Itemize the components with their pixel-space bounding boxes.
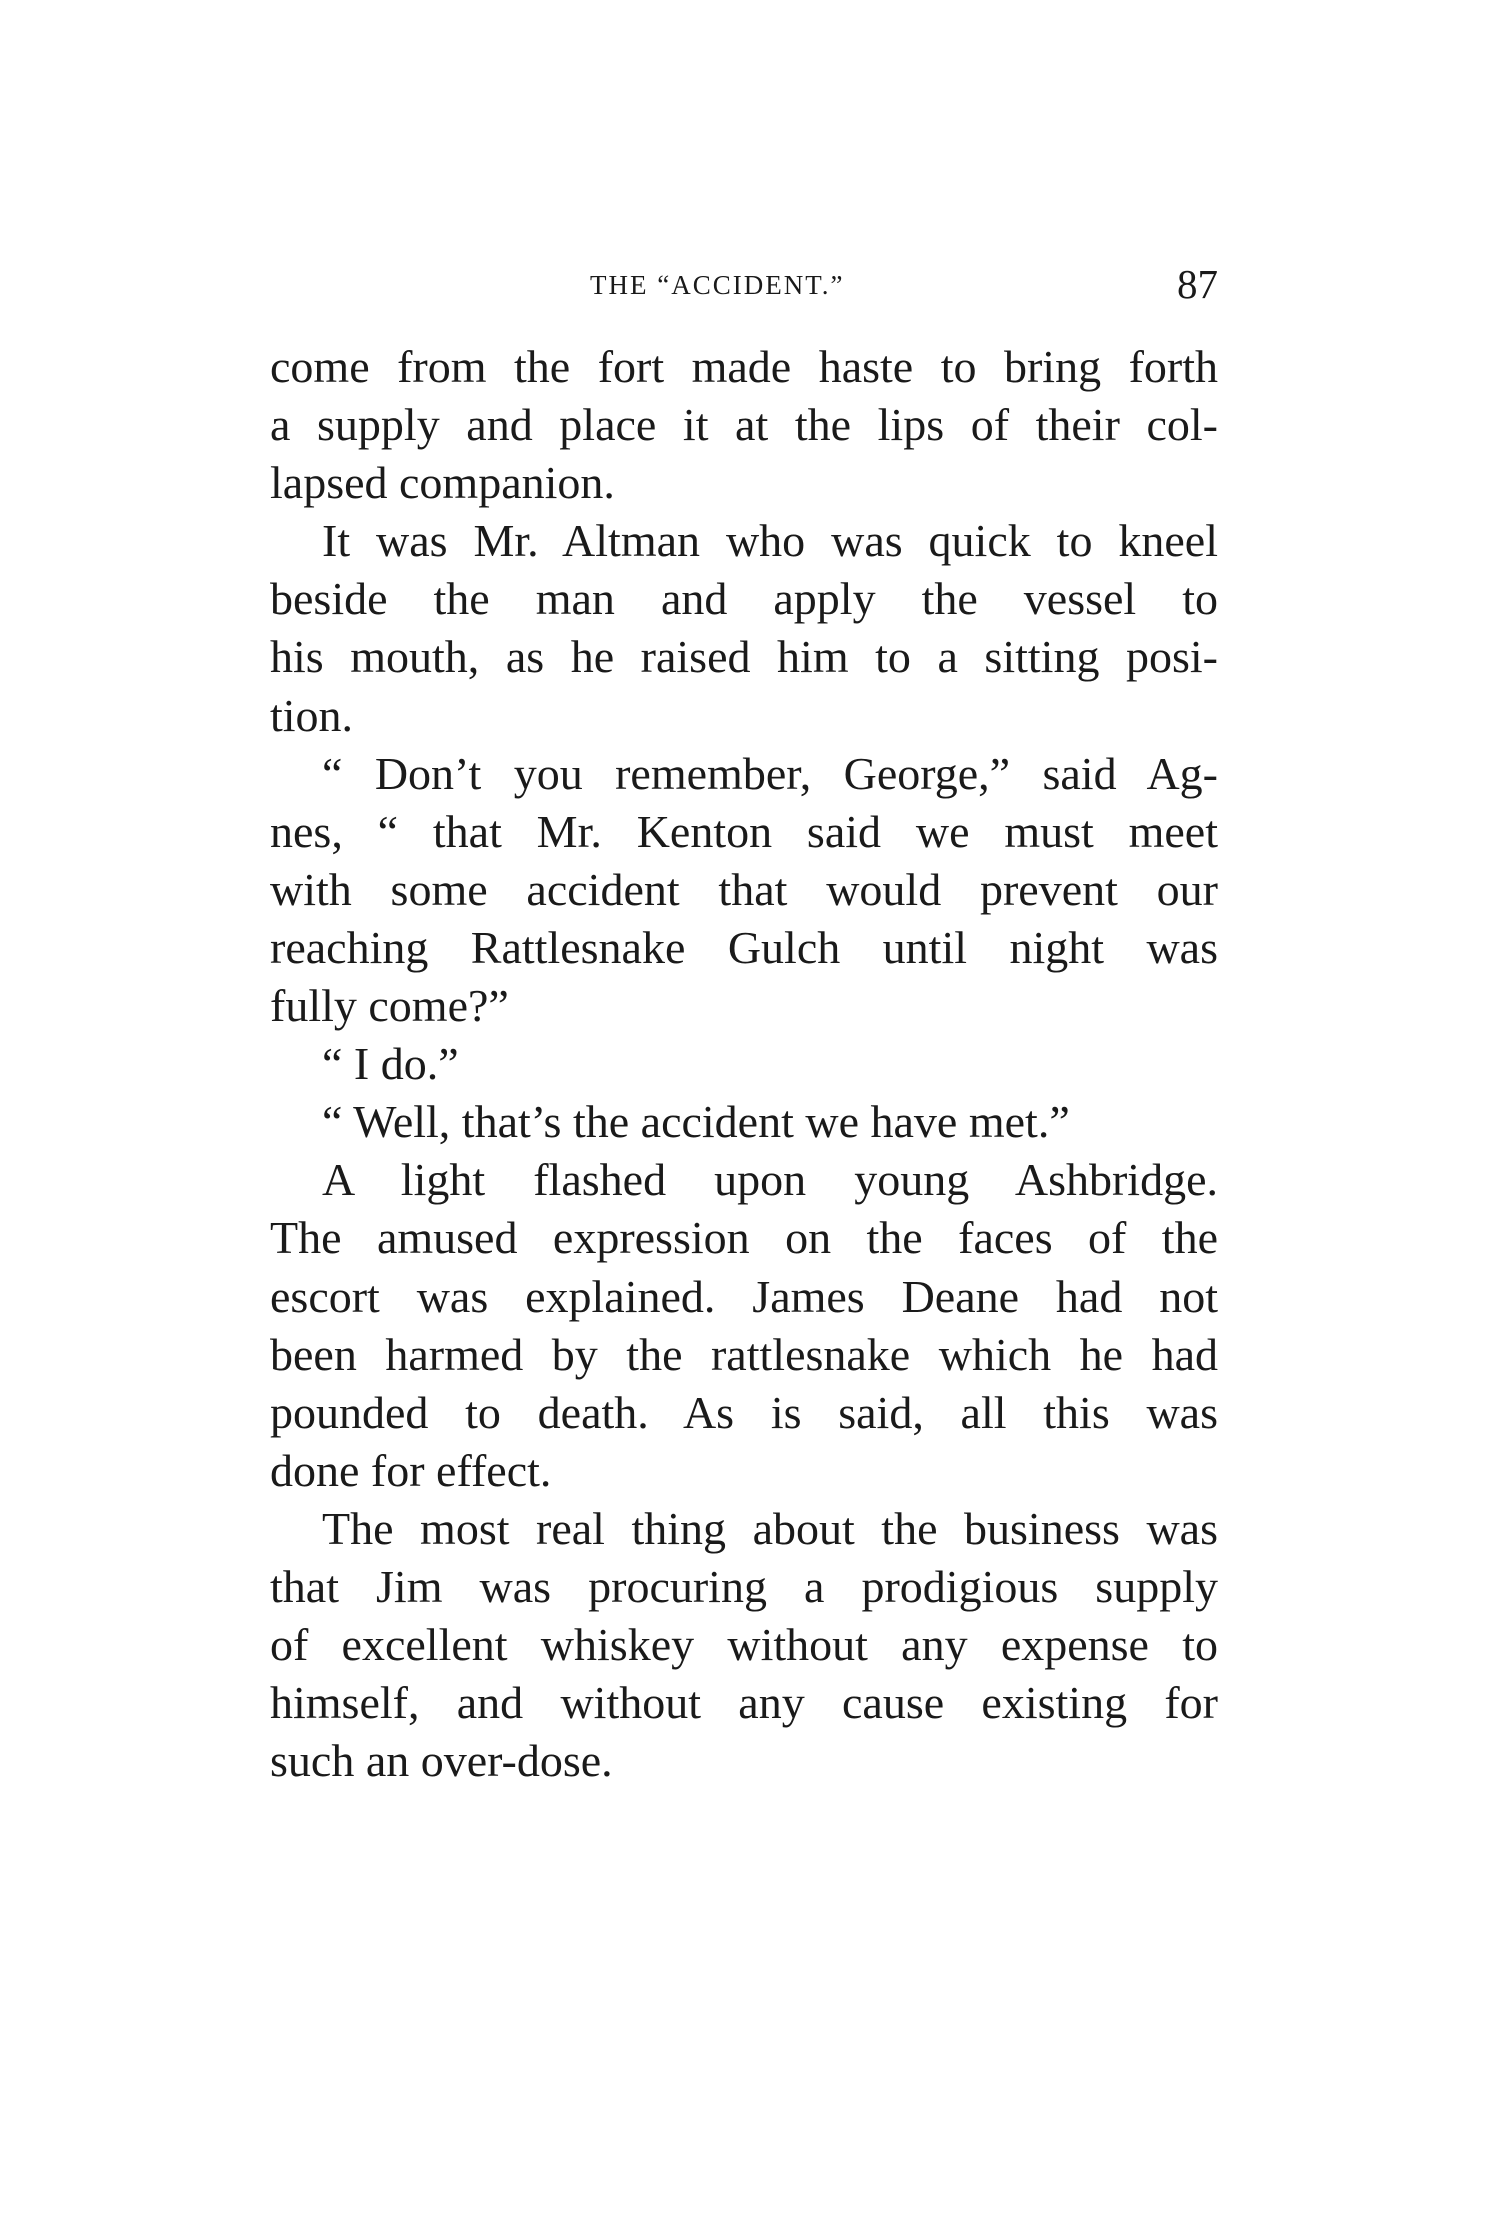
text-line: “ Well, that’s the accident we have met.” — [322, 1096, 1070, 1148]
text-line: “ I do.” — [322, 1038, 459, 1090]
page-number: 87 — [1177, 261, 1218, 307]
text-line: reaching Rattlesnake Gulch until night was — [270, 921, 1218, 973]
text-line: done for effect. — [270, 1444, 552, 1496]
text-line: “ Don’t you remember, George,” said Ag- — [322, 747, 1218, 799]
text-line: The most real thing about the business was — [322, 1502, 1218, 1554]
text-line: It was Mr. Altman who was quick to kneel — [322, 515, 1218, 567]
text-line: A light flashed upon young Ashbridge. — [322, 1154, 1218, 1206]
body-text — [270, 338, 1218, 1790]
text-line: fully come?” — [270, 980, 509, 1032]
text-line: lapsed companion. — [270, 457, 615, 509]
text-line: his mouth, as he raised him to a sitting posi- — [270, 631, 1218, 683]
text-line: a supply and place it at the lips of their col- — [270, 399, 1218, 451]
text-line: of excellent whiskey without any expense to — [270, 1619, 1218, 1671]
text-line: that Jim was procuring a prodigious supply — [270, 1560, 1218, 1612]
text-line: escort was explained. James Deane had not — [270, 1270, 1218, 1322]
text-line: such an over-dose. — [270, 1735, 613, 1787]
text-line: tion. — [270, 689, 354, 741]
text-line: nes, “ that Mr. Kenton said we must meet — [270, 805, 1218, 857]
text-line: The amused expression on the faces of the — [270, 1212, 1218, 1264]
running-head — [270, 260, 1218, 320]
running-title: THE “ACCIDENT.” — [590, 270, 845, 300]
text-line: pounded to death. As is said, all this was — [270, 1386, 1218, 1438]
text-line: beside the man and apply the vessel to — [270, 573, 1218, 625]
text-line: been harmed by the rattlesnake which he had — [270, 1328, 1218, 1380]
text-line: come from the fort made haste to bring forth — [270, 341, 1218, 392]
text-line: himself, and without any cause existing for — [270, 1677, 1218, 1729]
text-line: with some accident that would prevent our — [270, 863, 1218, 915]
